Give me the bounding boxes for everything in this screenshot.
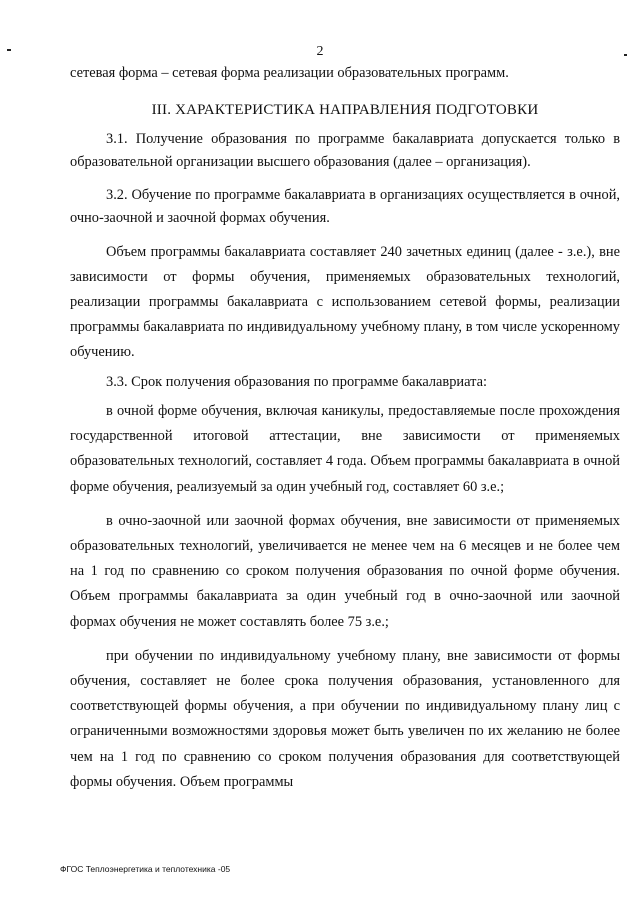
paragraph-volume: Объем программы бакалавриата составляет 240 зачетных единиц (далее - з.е.), вне зависимости от формы обучения, применяемых образовательных технологий, реализации программы бакалавриата с использованием сетевой формы, реализации программы бакалавриата по индивидуальному учебному плану, в том числе ускоренному обучению. — [70, 243, 620, 361]
paragraph-3-1: 3.1. Получение образования по программе бакалавриата допускается только в образовательной организации высшего образования (далее – организация). — [70, 130, 620, 170]
page-number: 2 — [316, 44, 324, 59]
section-heading: III. ХАРАКТЕРИСТИКА НАПРАВЛЕНИЯ ПОДГОТОВКИ — [151, 101, 539, 118]
paragraph-part-time: в очно-заочной или заочной формах обучения, вне зависимости от применяемых образовательных технологий, увеличивается не менее чем на 6 месяцев и не более чем на 1 год по сравнению со сроком получения образования по очной форме обучения. Объем программы бакалавриата за один учебный год в очно-заочной или заочной формах обучения не может составлять более 75 з.е.; — [70, 512, 620, 630]
top-line: сетевая форма – сетевая форма реализации образовательных программ. — [70, 65, 509, 81]
paragraph-full-time: в очной форме обучения, включая каникулы, предоставляемые после прохождения государственной итоговой аттестации, вне зависимости от применяемых образовательных технологий, составляет 4 года. Объем программы бакалавриата в очной форме обучения, реализуемый за один учебный год, составляет 60 з.е.; — [70, 403, 620, 495]
paragraph-3-2: 3.2. Обучение по программе бакалавриата в организациях осуществляется в очной, очно-заочной и заочной формах обучения. — [70, 186, 620, 226]
paragraph-individual-plan: при обучении по индивидуальному учебному плану, вне зависимости от формы обучения, составляет не более срока получения образования, установленного для соответствующей формы обучения, а при обучении по индивидуальному плану лиц с ограниченными возможностями здоровья может быть увеличен по их желанию не более чем на 1 год по сравнению со сроком получения образования для соответствующей формы обучения. Объем программы — [70, 647, 620, 790]
document-body — [70, 62, 620, 795]
paragraph-3-3: 3.3. Срок получения образования по программе бакалавриата: — [106, 373, 487, 390]
footer-note: ФГОС Теплоэнергетика и теплотехника -05 — [60, 864, 231, 874]
